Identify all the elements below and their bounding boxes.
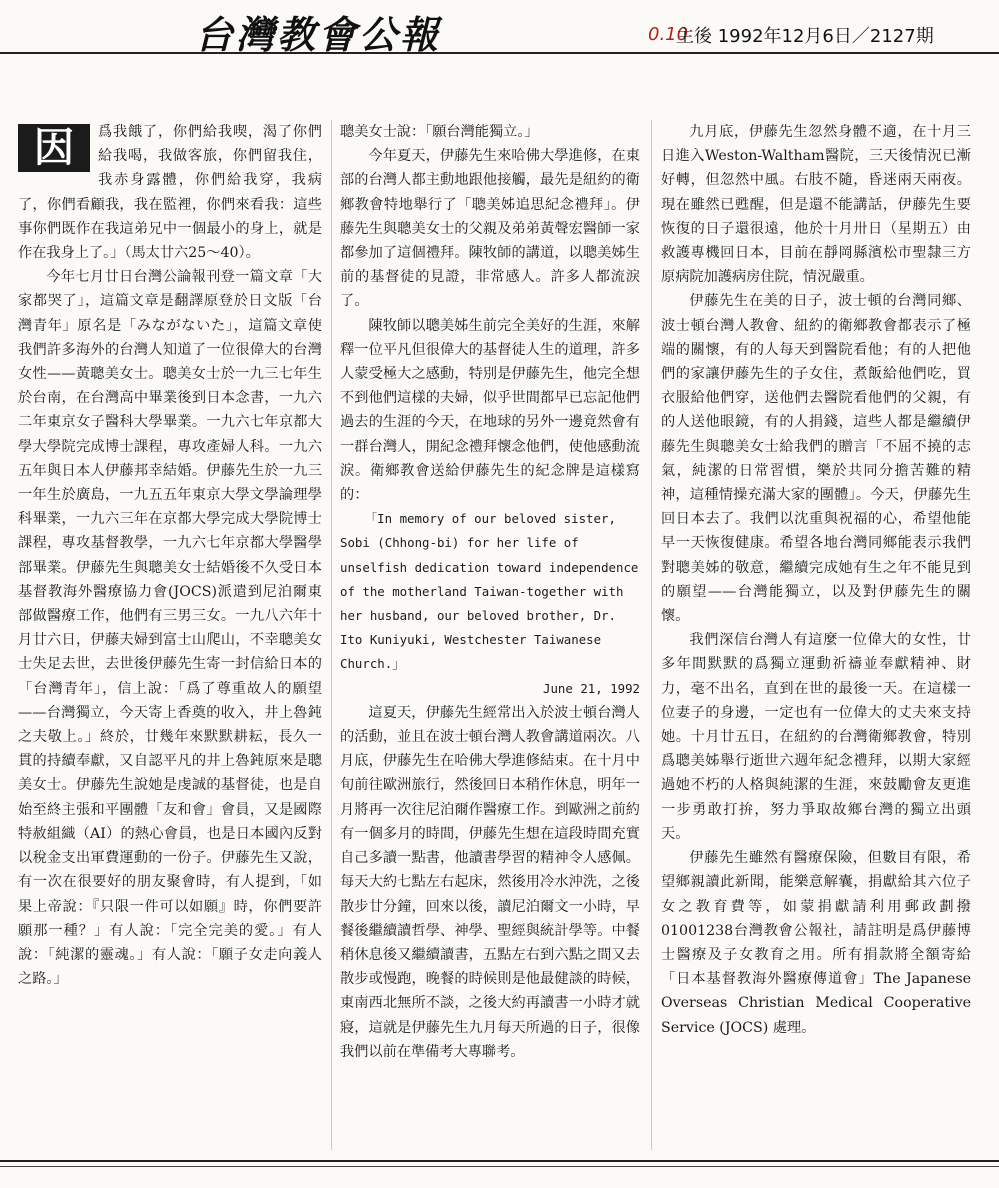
article-paragraph: 聰美女士說：「願台灣能獨立。」 [340, 124, 539, 140]
article-paragraph: 陳牧師以聰美姊生前完全美好的生涯，來解釋一位平凡但很偉大的基督徒人生的道理，許多人蒙受極大之感動，特別是伊藤先生，他完全想不到他們這樣的夫婦，似乎世間都早已忘記他們過去的生涯的今天，在地球的另外一邊竟然會有一群台灣人，開紀念禮拜懷念他們，使他感動流淚。衛鄉教會送給伊藤先生的紀念牌是這樣寫的： [340, 317, 640, 504]
opening-quote-text: 爲我餓了，你們給我喫，渴了你們給我喝，我做客旅，你們留我住，我赤身露體，你們給我穿，我病了，你們看顧我，我在監裡，你們來看我：這些事你們既作在我這弟兄中一個最小的身上，就是作在我身上了。」（馬太廿六25～40）。 [18, 124, 322, 262]
memorial-plaque-quote: 「In memory of our beloved sister, Sobi (Chhong-bi) for her life of unselfish dedication toward independence of the motherland Taiwan-together with her husband, our beloved brother, Dr. Ito Kuniyuki, Westchester Taiwanese Church.」 [340, 511, 639, 672]
article-paragraph: 今年七月廿日台灣公論報刊登一篇文章「大家都哭了」，這篇文章是翻譯原登於日文版「台灣青年」原名是「みながないた」，這篇文章使我們許多海外的台灣人知道了一位很偉大的台灣女性——黃聰美女士。聰美女士於一九三七年生於台南，在台灣高中畢業後到日本念書，一九六二年東京女子醫科大學畢業。一九六七年京都大學大學院完成博士課程，專攻產婦人科。一九六五年與日本人伊藤邦幸結婚。伊藤先生於一九三一年生於廣島，一九五五年東京大學文學論理學科畢業，一九六三年在京都大學完成大學院博士課程，專攻基督教學，一九六七年京都大學醫學部畢業。伊藤先生與聰美女士結婚後不久受日本基督教海外醫療協力會(JOCS)派遣到尼泊爾東部做醫療工作，他們有三男三女。一九八六年十月廿六日，伊藤夫婦到富士山爬山，不幸聰美女士失足去世，去世後伊藤先生寄一封信給日本的「台灣青年」，信上說：「爲了尊重故人的願望——台灣獨立，今天寄上香奠的收入，井上魯鈍之夫敬上。」終於，廿幾年來默默耕耘，長久一貫的持續奉獻，又自認平凡的井上魯鈍原來是聰美女士。伊藤先生說她是虔誠的基督徒，也是自始至終主張和平團體「友和會」會員，又是國際特赦組織（AI）的熱心會員，也是日本國內反對以稅金支出軍費運動的一份子。伊藤先生又說，有一次在很要好的朋友聚會時，有人提到，「如果上帝說：『只限一件可以如願』時，你們要許願那一種？」有人說：「完全完美的愛。」有人說：「純潔的靈魂。」有人說：「願子女走向義人之路。」 [18, 269, 322, 988]
footer-rule-thin [0, 1166, 999, 1167]
masthead-rule [0, 52, 999, 54]
issue-date-line: 主後 1992年12月6日／2127期 [676, 26, 934, 47]
article-paragraph: 這夏天，伊藤先生經常出入於波士頓台灣人的活動，並且在波士頓台灣人教會講道兩次。八月底，伊藤先生在哈佛大學進修結束。在十月中旬前往歐洲旅行，然後回日本稍作休息，明年一月將再一次往尼泊爾作醫療工作。到歐洲之前約有一個多月的時間，伊藤先生想在這段時間充實自己多讀一點書，他讀書學習的精神令人感佩。每天大約七點左右起床，然後用冷水沖洗，之後散步廿分鐘，回來以後，讀尼泊爾文一小時，早餐後繼續讀哲學、神學、聖經與統計學等。中餐稍休息後又繼續讀書，五點左右到六點之間又去散步或慢跑，晚餐的時候則是他最健談的時候，東南西北無所不談，之後大約再讀書一小時才就寢，這就是伊藤先生九月每天所過的日子，很像我們以前在準備考大專聯考。 [340, 704, 640, 1060]
handwritten-note: 0.10 [648, 24, 689, 45]
newspaper-logo: 台灣教會公報 [195, 12, 442, 57]
drop-cap: 因 [18, 124, 90, 172]
article-paragraph: 伊藤先生雖然有醫療保險，但數目有限，希望鄉親讀此新聞，能樂意解囊，捐獻給其六位子女之教育費等，如蒙捐獻請利用郵政劃撥01001238台灣教會公報社，請註明是爲伊藤博士醫療及子女教育之用。所有捐款將全額寄給「日本基督教海外醫療傳道會」The Japanese Overseas Christian Medical Cooperative Service (JOCS) 處理。 [661, 850, 971, 1036]
masthead [0, 0, 999, 58]
article-column-3 [661, 120, 971, 1040]
article-paragraph: 今年夏天，伊藤先生來哈佛大學進修，在東部的台灣人都主動地跟他接觸，最先是紐約的衛鄉教會特地舉行了「聰美姊追思紀念禮拜」。伊藤先生與聰美女士的父親及弟弟黃聲宏醫師一家都參加了這個禮拜。陳牧師的講道，以聰美姊生前的基督徒的見證，非常感人。許多人都流淚了。 [340, 148, 640, 310]
article-paragraph: 伊藤先生在美的日子，波士頓的台灣同鄉、波士頓台灣人教會、紐約的衛鄉教會都表示了極端的關懷，有的人每天到醫院看他；有的人把他們的家讓伊藤先生的子女住，煮飯給他們吃，買衣服給他們穿，送他們去醫院看他們的父親，有的人送他眼鏡，有的人捐錢，這些人都是繼續伊藤先生與聰美女士給我們的贈言「不屈不撓的志氣，純潔的日常習慣，樂於共同分擔苦難的精神，這種情操充滿大家的團體」。今天，伊藤先生回日本去了。我們以沈重與祝福的心，希望他能早一天恢復健康。希望各地台灣同鄉能表示我們對聰美姊的敬意，繼續完成她有生之年不能見到的願望——台灣能獨立，以及對伊藤先生的關懷。 [661, 293, 971, 625]
article-column-1 [18, 120, 322, 991]
column-divider [331, 120, 332, 1150]
memorial-plaque-date: June 21, 1992 [543, 680, 640, 696]
footer-rule [0, 1160, 999, 1162]
article-paragraph: 九月底，伊藤先生忽然身體不適，在十月三日進入Weston-Waltham醫院，三天後情況已漸好轉，但忽然中風。右肢不隨，昏迷兩天兩夜。現在雖然已甦醒，但是還不能講話，伊藤先生要恢復的日子還很遠，他於十月卅日（星期五）由救護專機回日本，目前在靜岡縣濱松市聖隸三方原病院加護病房住院，情況嚴重。 [661, 124, 971, 286]
article-column-2 [340, 120, 640, 1064]
column-divider [651, 120, 652, 1150]
article-paragraph [18, 120, 322, 265]
article-paragraph: 我們深信台灣人有這麼一位偉大的女性，廿多年間默默的爲獨立運動祈禱並奉獻精神、財力，毫不出名，直到在世的最後一天。在這樣一位妻子的身邊，一定也有一位偉大的丈夫來支持她。十月廿五日，在紐約的台灣衛鄉教會，特別爲聰美姊舉行逝世六週年紀念禮拜，以期大家經過她不朽的人格與純潔的生涯，來鼓勵會友更進一步勇敢打拚，努力爭取故鄉台灣的獨立出頭天。 [661, 632, 971, 842]
